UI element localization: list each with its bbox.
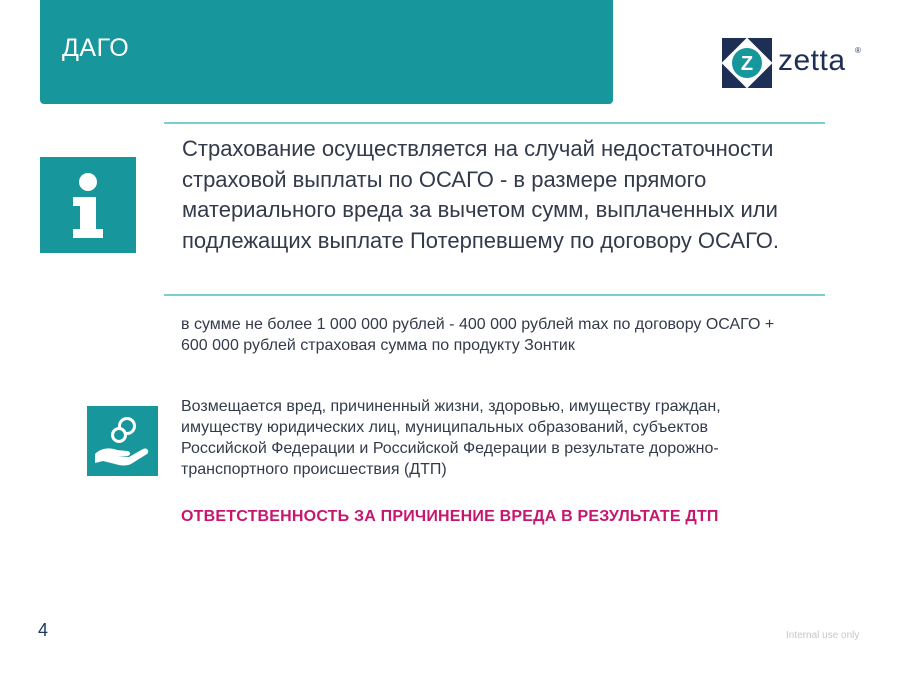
- info-icon-box: [40, 157, 136, 253]
- liability-heading: ОТВЕТСТВЕННОСТЬ ЗА ПРИЧИНЕНИЕ ВРЕДА В РЕЗУЛЬТАТЕ ДТП: [181, 508, 719, 525]
- hand-coins-icon-box: [87, 406, 158, 476]
- divider-bottom: [164, 294, 825, 296]
- page-number: 4: [38, 620, 49, 640]
- logo-registered-mark: ®: [855, 46, 861, 55]
- info-icon: [40, 157, 136, 253]
- internal-use-note: Internal use only: [786, 630, 860, 641]
- header-bar: [40, 0, 613, 104]
- logo-letter: Z: [740, 53, 754, 75]
- slide-title: ДАГО: [62, 34, 130, 62]
- divider-top: [164, 122, 825, 124]
- damage-description: Возмещается вред, причиненный жизни, здоровью, имуществу граждан, имуществу юридических лиц, муниципальных образований, субъектов Российской Федерации и Российской Федерации в результате дорожно-транспортного происшествия (ДТП): [181, 398, 721, 478]
- zetta-logo-icon: [722, 38, 772, 88]
- zetta-logo: [722, 38, 862, 88]
- coverage-description: Страхование осуществляется на случай недостаточности страховой выплаты по ОСАГО - в размере прямого материального вреда за вычетом сумм, выплаченных или подлежащих выплате Потерпевшему по договору ОСАГО.: [182, 136, 780, 253]
- coverage-limit: в сумме не более 1 000 000 рублей - 400 000 рублей max по договору ОСАГО + 600 000 рублей страховая сумма по продукту Зонтик: [181, 316, 775, 354]
- hand-coins-icon: [87, 406, 158, 476]
- logo-wordmark: zetta: [778, 44, 846, 77]
